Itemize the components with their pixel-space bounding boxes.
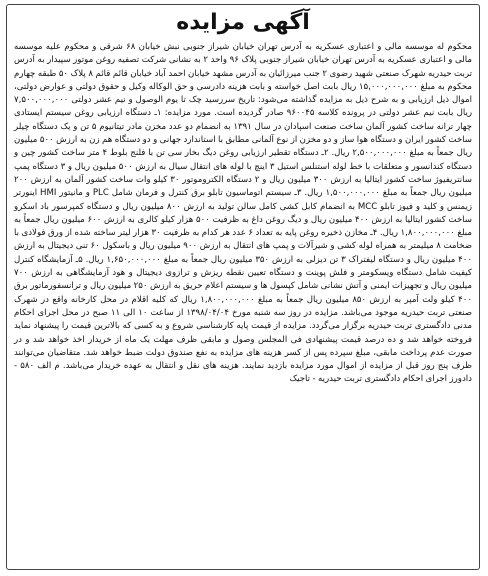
notice-title: آگهی مزایده <box>176 10 310 35</box>
auction-notice <box>6 4 480 570</box>
notice-signature: م الف ۵۸۰ - دادورز اجرای احکام دادگستری تربت حیدریه - تاجیک <box>14 361 472 385</box>
notice-paragraph: محکوم له موسسه مالی و اعتباری عسکریه به آدرس تهران خیابان شیراز جنوبی نبش خیابان ۶۸ شرقی و محکوم علیه موسسه مالی و اعتباری عسکریه به آدرس تهران خیابان شیراز جنوبی پلاک ۹۶ واحد ۲ به نشانی شرکت تصفیه روغن موتور سپیدار به آدرس تربت حیدریه شهرک صنعتی شهید رضوی ۲ جنب میرزائیان به آدرس مشهد خیابان احمد آباد خیابان قائم قائم ۸ پلاک ۵۰ طبقه چهارم محکوم به مبلغ ۱۵,۰۰۰,۰۰۰,۰۰۰ ریال بابت اصل خواسته و بابت هزینه دادرسی و حق الوکاله وکیل و حقوق دولتی و عوارض دولتی، اموال ذیل ارزیابی و به شرح ذیل به مزایده گذاشته می‌شود: <box>14 42 473 106</box>
notice-paragraph: ۵ـ آزمایشگاه کنترل کیفیت شامل دستگاه ویسکومتر و فلش پوینت و دستگاه تعیین نقطه ریزش و ترازوی دیجیتال و هود آزمایشگاهی به ارزش ۷۰۰ میلیون ریال و تجهیزات ایمنی و آتش نشانی شامل کپسول ها و سیستم اعلام حریق به ارزش ۲۵۰ میلیون ریال و ترانسفورماتور برق ۴۰۰ کیلو ولت آمپر به ارزش ۸۵۰ میلیون ریال جمعاً به مبلغ ۱,۸۰۰,۰۰۰,۰۰۰ ریال که کلیه اقلام در محل کارخانه واقع در شهرک صنعتی تربت حیدریه موجود می‌باشد. <box>14 254 473 318</box>
notice-paragraph: تاریخ سررسید چک تا یوم الوصول و نیم عشر دولتی ۷,۵۰۰,۰۰۰,۰۰۰ ریال بابت نیم عشر دولتی در پرونده کلاسه ۹۶۰۰۴۵ صادر گردیده است. مورد مزایده: ۱ـ دستگاه ارزیابی روغن سیستم ایستادی چهار ترانه ساخت کشور آلمان ساخت صنعت اسپادان در سال ۱۳۹۱ به انضمام دو عدد مخزن مادر تیتانیوم ۵ تن و یک دستگاه چیلر ساخت کشور ایران و دستگاه هوا ساز و دو مخزن از نوع آلمانی مطابق با استاندارد جهانی و دو دستگاه هم زن به ارزش ۵۰۰ میلیون ریال جمعاً به مبلغ ۲,۵۰۰,۰۰۰,۰۰۰ ریال. <box>14 95 472 159</box>
notice-paragraph: ۳ـ سیستم اتوماسیون تابلو برق کنترل و فرمان شامل PLC و مانیتور HMI اینورتر زیمنس و کلید و فیوز تابلو MCC به انضمام کابل کشی کامل سالن تولید به ارزش ۸۰۰ میلیون ریال و دستگاه کمپرسور باد اسکرو ساخت کشور ایتالیا به ارزش ۴۰۰ میلیون ریال و دیگ روغن داغ به ظرفیت ۵۰۰ هزار کیلو کالری به ارزش ۶۰۰ میلیون ریال جمعاً به مبلغ ۱,۸۰۰,۰۰۰,۰۰۰ ریال. <box>14 188 473 239</box>
notice-body <box>14 41 472 387</box>
notice-paragraph: مزایده در روز سه شنبه مورخ ۱۳۹۸/۰۴/۰۴ از ساعت ۱۰ الی ۱۱ صبح در محل اجرای احکام مدنی دادگستری تربت حیدریه برگزار می‌گردد. مزایده از قیمت پایه کارشناسی شروع و به کسی که بالاترین قیمت را پیشنهاد نماید فروخته خواهد شد و ده درصد قیمت پیشنهادی فی المجلس وصول و مابقی ظرف مهلت یک ماه از خریدار اخذ خواهد شد و در صورت عدم پرداخت مابقی، مبلغ سپرده پس از کسر هزینه های مزایده به نفع صندوق دولت ضبط خواهد شد. متقاضیان می‌توانند ظرف پنج روز قبل از مزایده از اموال مورد مزایده بازدید نمایند. هزینه های نقل و انتقال به عهده خریدار می‌باشد. <box>14 307 472 372</box>
notice-paragraph: ۲ـ دستگاه تقطیر ارزیابی روغن دیگ بخار سی تن با فلنج بلوط ۴ متر ساخت کشور چین و دستگاه کندانسور و متعلقات با خط لوله استنلس استیل ۳ اینچ با لوله های انتقال سیال به ارزش ۵۰۰ میلیون ریال و ۳ دستگاه پمپ سانتریفیوژ ساخت کشور ایتالیا به ارزش ۳۰۰ میلیون ریال و ۲ دستگاه الکتروموتور ۳۰ کیلو وات ساخت کشور آلمان به ارزش ۲۰۰ میلیون ریال جمعاً به مبلغ ۱,۵۰۰,۰۰۰,۰۰۰ ریال. <box>14 148 473 199</box>
notice-paragraph: ۴ـ مخازن ذخیره روغن پایه به تعداد ۶ عدد هر کدام به ظرفیت ۳۰ هزار لیتر ساخته شده از ورق فولادی با ضخامت ۸ میلیمتر به همراه لوله کشی و شیرآلات و پمپ های انتقال به ارزش ۹۰۰ میلیون ریال و باسکول ۶۰ تنی دیجیتال به ارزش ۴۰۰ میلیون ریال و دستگاه لیفتراک ۳ تن دیزلی به ارزش ۳۵۰ میلیون ریال جمعاً به مبلغ ۱,۶۵۰,۰۰۰,۰۰۰ ریال. <box>14 228 472 265</box>
